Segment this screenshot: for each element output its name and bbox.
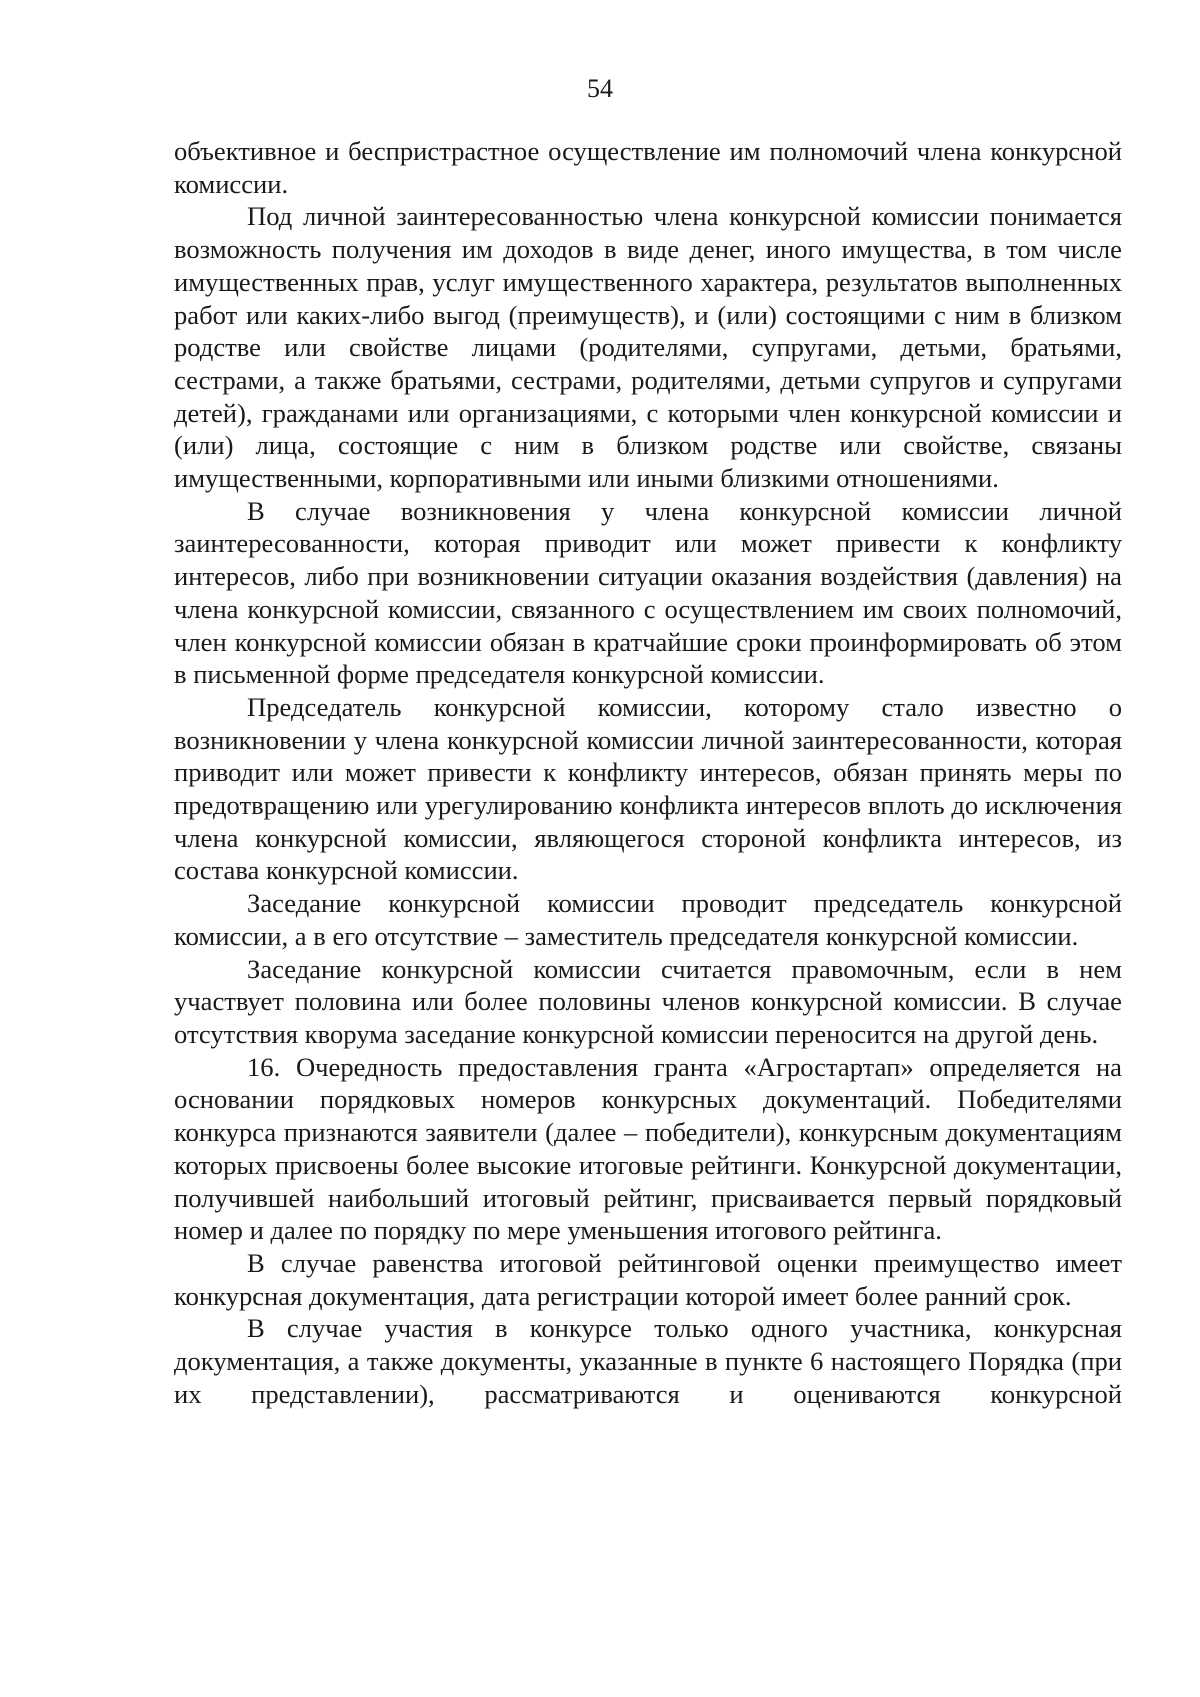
- paragraph-2: Под личной заинтересованностью члена конкурсной комиссии понимается возможность получения им доходов в виде денег, иного имущества, в том числе имущественных прав, услуг имущественного характера, результатов выполненных работ или каких-либо выгод (преимуществ), и (или) состоящими с ним в близком родстве или свойстве лицами (родителями, супругами, детьми, братьями, сестрами, а также братьями, сестрами, родителями, детьми супругов и супругами детей), гражданами или организациями, с которыми член конкурсной комиссии и (или) лица, состоящие с ним в близком родстве или свойстве, связаны имущественными, корпоративными или иными близкими отношениями.: [174, 201, 1122, 494]
- paragraph-9: В случае участия в конкурсе только одного участника, конкурсная документация, а также документы, указанные в пункте 6 настоящего Порядка (при их представлении), рассматриваются и оцениваются конкурсной: [174, 1313, 1122, 1409]
- paragraph-5: Заседание конкурсной комиссии проводит председатель конкурсной комиссии, а в его отсутствие – заместитель председателя конкурсной комиссии.: [174, 888, 1122, 951]
- paragraph-3: В случае возникновения у члена конкурсной комиссии личной заинтересованности, которая приводит или может привести к конфликту интересов, либо при возникновении ситуации оказания воздействия (давления) на члена конкурсной комиссии, связанного с осуществлением им своих полномочий, член конкурсной комиссии обязан в кратчайшие сроки проинформировать об этом в письменной форме председателя конкурсной комиссии.: [174, 495, 1122, 690]
- paragraph-8: В случае равенства итоговой рейтинговой оценки преимущество имеет конкурсная документация, дата регистрации которой имеет более ранний срок.: [174, 1247, 1122, 1311]
- paragraph-1: объективное и беспристрастное осуществление им полномочий члена конкурсной комиссии.: [174, 136, 1122, 199]
- page-number: 54: [587, 74, 613, 103]
- document-body: [174, 135, 1122, 1410]
- paragraph-7: 16. Очередность предоставления гранта «Агростартап» определяется на основании порядковых номеров конкурсных документаций. Победителями конкурса признаются заявители (далее – победители), конкурсным документациям которых присвоены более высокие итоговые рейтинги. Конкурсной документации, получившей наибольший итоговый рейтинг, присваивается первый порядковый номер и далее по порядку по мере уменьшения итогового рейтинга.: [174, 1051, 1122, 1246]
- paragraph-4: Председатель конкурсной комиссии, которому стало известно о возникновении у члена конкурсной комиссии личной заинтересованности, которая приводит или может привести к конфликту интересов, обязан принять меры по предотвращению или урегулированию конфликта интересов вплоть до исключения члена конкурсной комиссии, являющегося стороной конфликта интересов, из состава конкурсной комиссии.: [174, 691, 1122, 886]
- paragraph-6: Заседание конкурсной комиссии считается правомочным, если в нем участвует половина или более половины членов конкурсной комиссии. В случае отсутствия кворума заседание конкурсной комиссии переносится на другой день.: [174, 953, 1122, 1049]
